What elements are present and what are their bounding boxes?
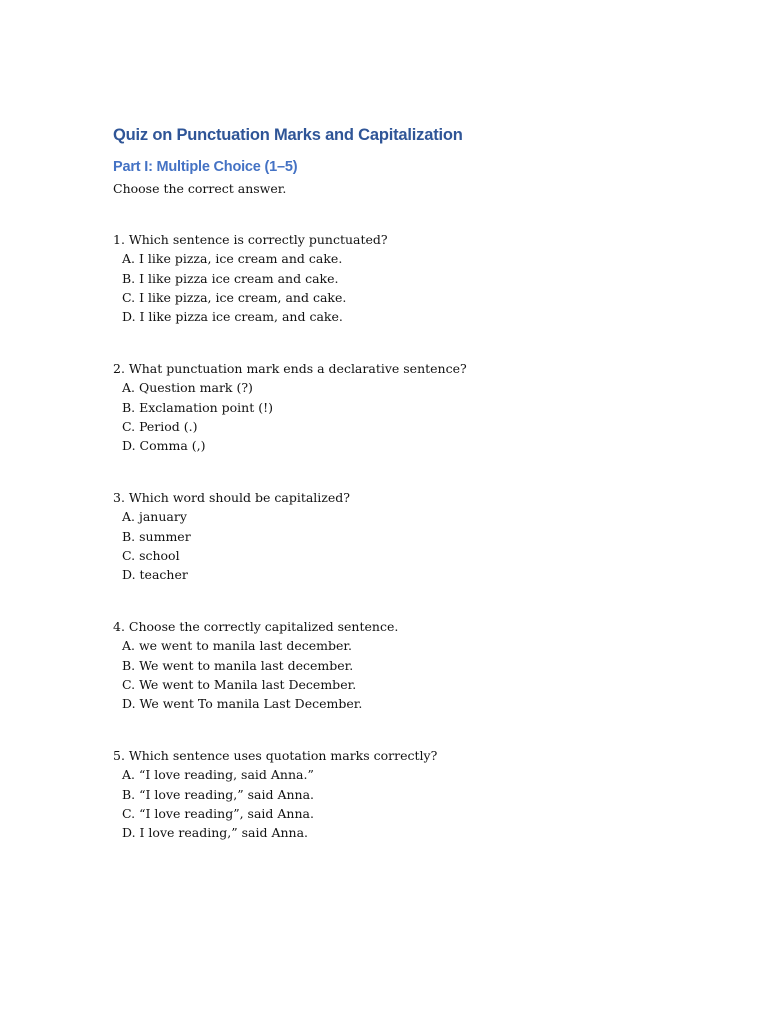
option-d: D. Comma (,) [122, 438, 206, 454]
question-1 [113, 230, 713, 326]
option-b: B. “I love reading,” said Anna. [122, 786, 314, 802]
option-d: D. We went To manila Last December. [122, 696, 363, 712]
option-c: C. I like pizza, ice cream, and cake. [122, 289, 347, 305]
question-text: 2. What punctuation mark ends a declarative sentence? [113, 360, 467, 376]
option-d: D. teacher [122, 567, 188, 583]
option-a: A. “I love reading, said Anna.” [122, 767, 314, 783]
question-text: 5. Which sentence uses quotation marks correctly? [113, 747, 438, 763]
option-a: A. we went to manila last december. [122, 638, 352, 654]
question-text: 1. Which sentence is correctly punctuated? [113, 232, 388, 247]
quiz-document [113, 120, 713, 842]
option-b: B. Exclamation point (!) [122, 399, 273, 415]
option-a: A. I like pizza, ice cream and cake. [122, 251, 343, 267]
question-text: 3. Which word should be capitalized? [113, 489, 350, 505]
option-d: D. I love reading,” said Anna. [122, 825, 308, 841]
question-list [113, 230, 713, 842]
option-c: C. Period (.) [122, 418, 198, 434]
question-3 [113, 488, 713, 584]
option-a: A. january [122, 509, 187, 525]
question-4 [113, 617, 713, 713]
option-b: B. summer [122, 528, 191, 544]
option-c: C. school [122, 547, 180, 563]
option-c: C. “I love reading”, said Anna. [122, 805, 314, 821]
question-5 [113, 746, 713, 842]
option-b: B. I like pizza ice cream and cake. [122, 270, 339, 286]
option-c: C. We went to Manila last December. [122, 676, 357, 692]
part-heading: Part I: Multiple Choice (1–5) [113, 159, 298, 175]
option-a: A. Question mark (?) [122, 380, 253, 396]
option-d: D. I like pizza ice cream, and cake. [122, 309, 343, 325]
document-title: Quiz on Punctuation Marks and Capitalization [113, 126, 463, 144]
question-text: 4. Choose the correctly capitalized sentence. [113, 618, 399, 634]
option-b: B. We went to manila last december. [122, 657, 354, 673]
instructions-text: Choose the correct answer. [113, 181, 287, 196]
question-2 [113, 359, 713, 455]
